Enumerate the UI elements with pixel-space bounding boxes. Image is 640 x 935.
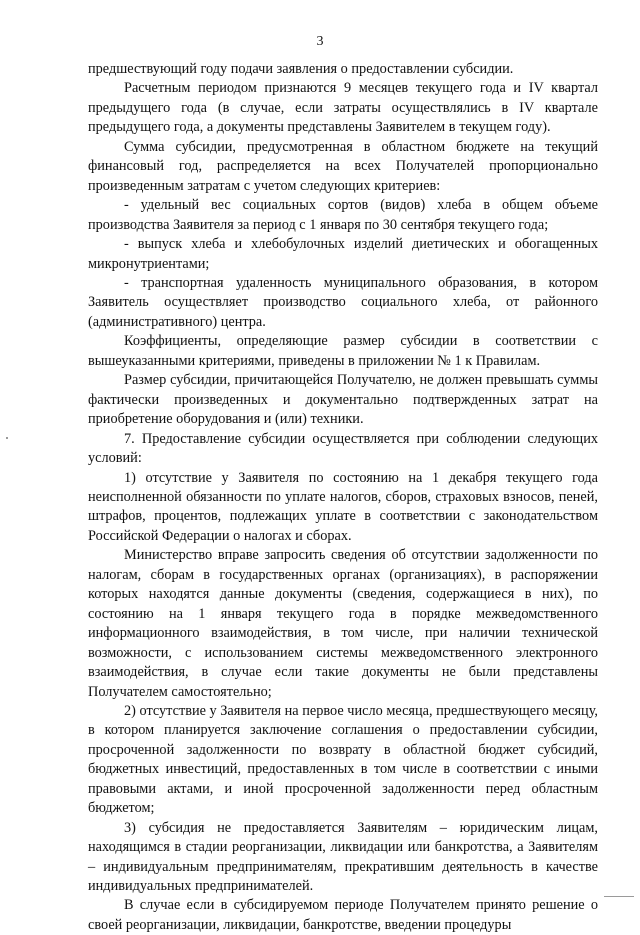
paragraph: предшествующий году подачи заявления о предоставлении субсидии.	[88, 61, 514, 77]
page-number: 3	[316, 34, 324, 49]
paragraph: Министерство вправе запросить сведения об отсутствии задолженности по налогам, сборам в государственных органах (организациях), в распоряжении которых находятся данные документы (сведения, содержащиеся в них), по состоянию на 1 января текущего года в порядке межведомственного информационного взаимодействия, в том числе, при наличии технической возможности, с использованием системы межведомственного электронного взаимодействия, в случае если такие документы не были представлены Получателем самостоятельно;	[88, 547, 598, 700]
paragraph: Коэффициенты, определяющие размер субсидии в соответствии с вышеуказанными критериями, приведены в приложении № 1 к Правилам.	[88, 333, 598, 369]
paragraph: В случае если в субсидируемом периоде Получателем принято решение о своей реорганизации, ликвидации, банкротстве, введении процедуры	[88, 897, 598, 933]
clause-7: 7. Предоставление субсидии осуществляется при соблюдении следующих условий:	[88, 430, 598, 467]
paragraph: Размер субсидии, причитающейся Получателю, не должен превышать суммы фактически произведенных и документально подтвержденных затрат на приобретение оборудования и (или) техники.	[88, 372, 598, 428]
paragraph: Расчетным периодом признаются 9 месяцев текущего года и IV квартал предыдущего года (в случае, если затраты осуществлялись в IV квартале предыдущего года, а документы представлены Заявителем в текущем году).	[88, 80, 598, 136]
scan-artifact-bottom	[604, 896, 634, 897]
scan-artifact-left	[6, 437, 8, 439]
list-item-criterion: - выпуск хлеба и хлебобулочных изделий диетических и обогащенных микронутриентами;	[88, 236, 598, 272]
paragraph: Сумма субсидии, предусмотренная в областном бюджете на текущий финансовый год, распределяется на всех Получателей пропорционально произведенным затратам с учетом следующих критериев:	[88, 138, 598, 194]
condition-1: 1) отсутствие у Заявителя по состоянию на 1 декабря текущего года неисполненной обязанности по уплате налогов, сборов, страховых взносов, пеней, штрафов, процентов, подлежащих уплате в соответствии с законодательством Российской Федерации о налогах и сборах.	[88, 469, 598, 544]
list-item-criterion: - транспортная удаленность муниципального образования, в котором Заявитель осуществляет производство социального хлеба, от районного (административного) центра.	[88, 274, 598, 330]
condition-3: 3) субсидия не предоставляется Заявителям – юридическим лицам, находящимся в стадии реорганизации, ликвидации или банкротства, а Заявителям – индивидуальным предпринимателям, прекратившим деятельность в качестве индивидуальных предпринимателей.	[88, 819, 598, 895]
document-body	[88, 60, 598, 935]
list-item-criterion: - удельный вес социальных сортов (видов) хлеба в общем объеме производства Заявителя за период с 1 января по 30 сентября текущего года;	[88, 197, 598, 233]
condition-2: 2) отсутствие у Заявителя на первое число месяца, предшествующего месяцу, в котором планируется заключение соглашения о предоставлении субсидии, просроченной задолженности по возврату в областной бюджет субсидий, бюджетных инвестиций, предоставленных в том числе в соответствии с иными правовыми актами, и иной просроченной задолженности перед областным бюджетом;	[88, 702, 598, 817]
